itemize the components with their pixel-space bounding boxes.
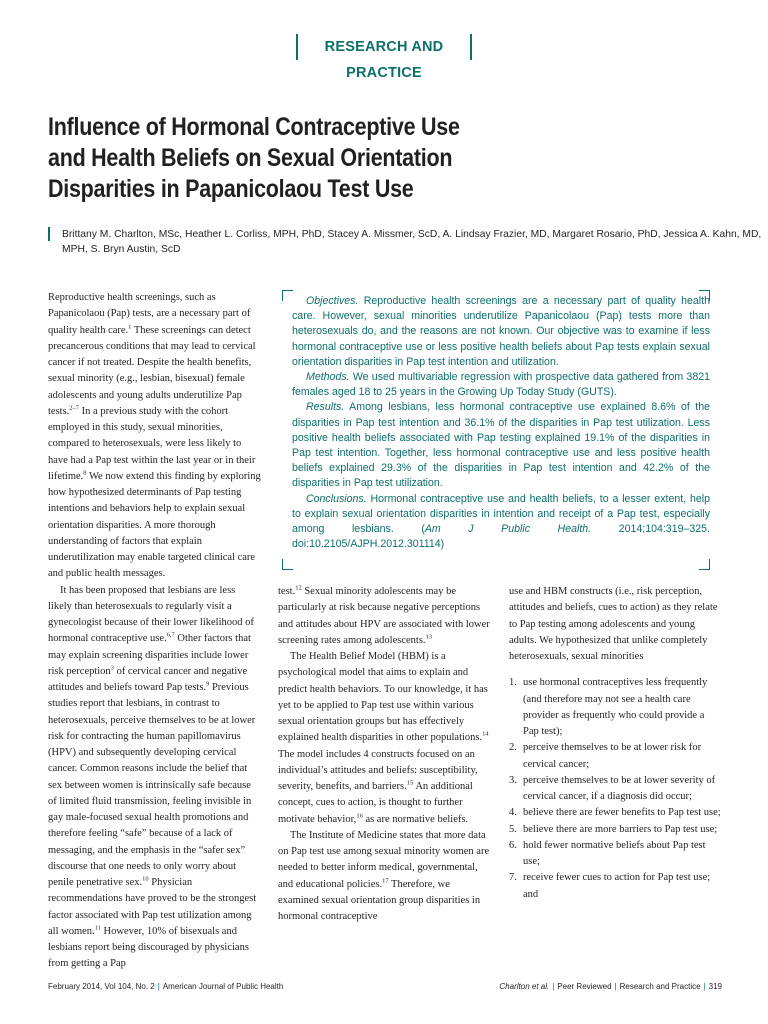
section-label-text: RESEARCH AND PRACTICE: [324, 39, 444, 81]
hypothesis-list: [509, 675, 722, 903]
abstract-corner: [282, 290, 293, 301]
abstract-results: Results. Among lesbians, less hormonal contraceptive use explained 8.6% of the disparities in Pap test intention and 36.1% of the disparities in Pap test utilization. Less positive health beliefs associated with Pap testing explained 19.1% of the disparities in Pap test intention. Together, less hormonal contraceptive use and less positive health beliefs explained 29.3% of the disparities in Pap test intention and 42.2% of the disparities in Pap test utilization.: [292, 401, 710, 490]
author-list: [48, 227, 762, 257]
abstract-box: [282, 290, 710, 570]
paragraph: It has been proposed that lesbians are less likely than heterosexuals to regularly visit a gynecologist because of their lower likelihood of hormonal contraceptive use.$^{6,7}$ Other factors that may explain screening disparities include lower risk perception$^3$ of cervical cancer and negative attitudes and beliefs toward Pap tests.$^9$ Previous studies report that lesbians, in contrast to heterosexuals, perceive themselves to be at lower risk for contracting the human papillomavirus (HPV) and subsequently developing cervical cancer. Common reasons include the belief that sex between women is intrinsically safe because of limited fluid transmission, feeling invisible in gay male-focused sexual health promotions and therefore feeling “safe” because of a lack of messaging, and the emphasis in the “safer sex” discourse that one needs to only worry about penile penetrative sex.$^{10}$ Physician recommendations have proved to be the strongest factor associated with Pap test utilization among all women.$^{11}$ However, 10% of bisexuals and lesbians report being discouraged by physicians from getting a Pap: [48, 584, 257, 970]
paragraph: Reproductive health screenings, such as Papanicolaou (Pap) tests, are a necessary part of quality health care.$^1$ These screenings can detect precancerous conditions that may lead to cervical cancer if not treated. Despite the health benefits, sexual minority (e.g., lesbian, bisexual) female adolescents and young adults underutilize Pap tests.$^{2-7}$ In a previous study with the cohort employed in this study, sexual minorities, compared to heterosexuals, were less likely to have had a Pap test within the last year or in their lifetime.$^8$ We now extend this finding by exploring how hypothesized determinants of Pap testing intentions and behaviors help to explain sexual orientation disparities. A more thorough understanding of factors that explain underutilization may enable targeted clinical care and public health messages.: [48, 292, 261, 580]
abstract-methods: Methods. We used multivariable regression with prospective data gathered from 3821 females aged 18 to 25 years in the Growing Up Today Study (GUTS).: [292, 371, 710, 399]
footer-separator: |: [703, 982, 706, 991]
footer-right: [499, 982, 722, 991]
footer-section: Research and Practice: [619, 982, 701, 991]
footer-peer-reviewed: Peer Reviewed: [557, 982, 612, 991]
footer-issue: February 2014, Vol 104, No. 2: [48, 982, 155, 991]
abstract-corner: [282, 559, 293, 570]
body-column-3: [509, 584, 722, 903]
footer-separator: |: [157, 982, 160, 991]
section-bar-left: [296, 34, 298, 60]
paragraph: use and HBM constructs (i.e., risk perception, attitudes and beliefs, cues to action) as they relate to Pap testing among adolescents and young adults. We hypothesized that unlike completely heterosexuals, sexual minorities: [509, 586, 718, 662]
footer-left: [48, 982, 283, 991]
body-column-2: [278, 584, 493, 925]
paragraph: The Health Belief Model (HBM) is a psychological model that aims to explain and predict health behaviors. To our knowledge, it has yet to be applied to Pap test use within various sexual orientation groups but has effectively explained health disparities in other populations.$^{14}$ The model includes 4 constructs focused on an individual’s attitudes and beliefs: susceptibility, severity, benefits, and barriers.$^{15}$ An additional concept, cues to action, is thought to further motivate behavior,$^{16}$ as are normative beliefs.: [278, 651, 489, 825]
list-item: 2. perceive themselves to be at lower risk for cervical cancer;: [509, 742, 702, 770]
body-column-1: [48, 290, 261, 973]
paragraph: The Institute of Medicine states that more data on Pap test use among sexual minority women are needed to better inform medical, governmental, and educational policies.$^{17}$ Therefore, we examined sexual orientation group disparities in hormonal contraceptive: [278, 829, 490, 922]
footer-separator: |: [552, 982, 555, 991]
author-names: Brittany M. Charlton, MSc, Heather L. Corliss, MPH, PhD, Stacey A. Missmer, ScD, A. Lindsay Frazier, MD, Margaret Rosario, PhD, Jessica A. Kahn, MD, MPH, S. Bryn Austin, ScD: [62, 229, 762, 255]
article-title: Influence of Hormonal Contraceptive Use and Health Beliefs on Sexual Orientation Disparities in Papanicolaou Test Use: [48, 113, 460, 203]
list-item: 5. believe there are more barriers to Pap test use;: [509, 823, 718, 835]
footer-author: Charlton et al.: [499, 982, 550, 991]
abstract-corner: [699, 559, 710, 570]
footer-separator: |: [614, 982, 617, 991]
abstract-objectives: Objectives. Reproductive health screenings are a necessary part of quality health care. However, sexual minorities underutilize Papanicolaou (Pap) tests more than heterosexuals do, and the reasons are not known. Our objective was to examine if less hormonal contraceptive use or less positive health beliefs about Pap tests explain sexual orientation disparities in Pap test intention and utilization.: [292, 295, 710, 368]
paragraph: test.$^{12}$ Sexual minority adolescents may be particularly at risk because negative perceptions and attitudes about HPV are associated with lower screening rates among adolescents.$^{13}$: [278, 584, 490, 646]
list-item: 6. hold fewer normative beliefs about Pap test use;: [509, 839, 706, 867]
author-bar: [48, 227, 50, 241]
list-item: 1. use hormonal contraceptives less frequently (and therefore may not see a health care provider as frequently who could provide a Pap test);: [509, 677, 708, 737]
abstract-corner: [699, 290, 710, 301]
list-item: 7. receive fewer cues to action for Pap test use; and: [509, 872, 711, 900]
footer-page-number: 319: [708, 982, 722, 991]
list-item: 3. perceive themselves to be at lower severity of cervical cancer, if a diagnosis did occur;: [509, 774, 716, 802]
list-item: 4. believe there are fewer benefits to Pap test use;: [509, 807, 721, 819]
abstract-conclusions: Conclusions. Hormonal contraceptive use and health beliefs, to a lesser extent, help to explain sexual orientation disparities in intention and receipt of a Pap test, especially among lesbians. (Am J Public Health. 2014;104:319–325. doi:10.2105/AJPH.2012.301114): [292, 492, 710, 551]
footer-journal: American Journal of Public Health: [162, 982, 284, 991]
section-bar-right: [470, 34, 472, 60]
section-label: [296, 34, 472, 81]
